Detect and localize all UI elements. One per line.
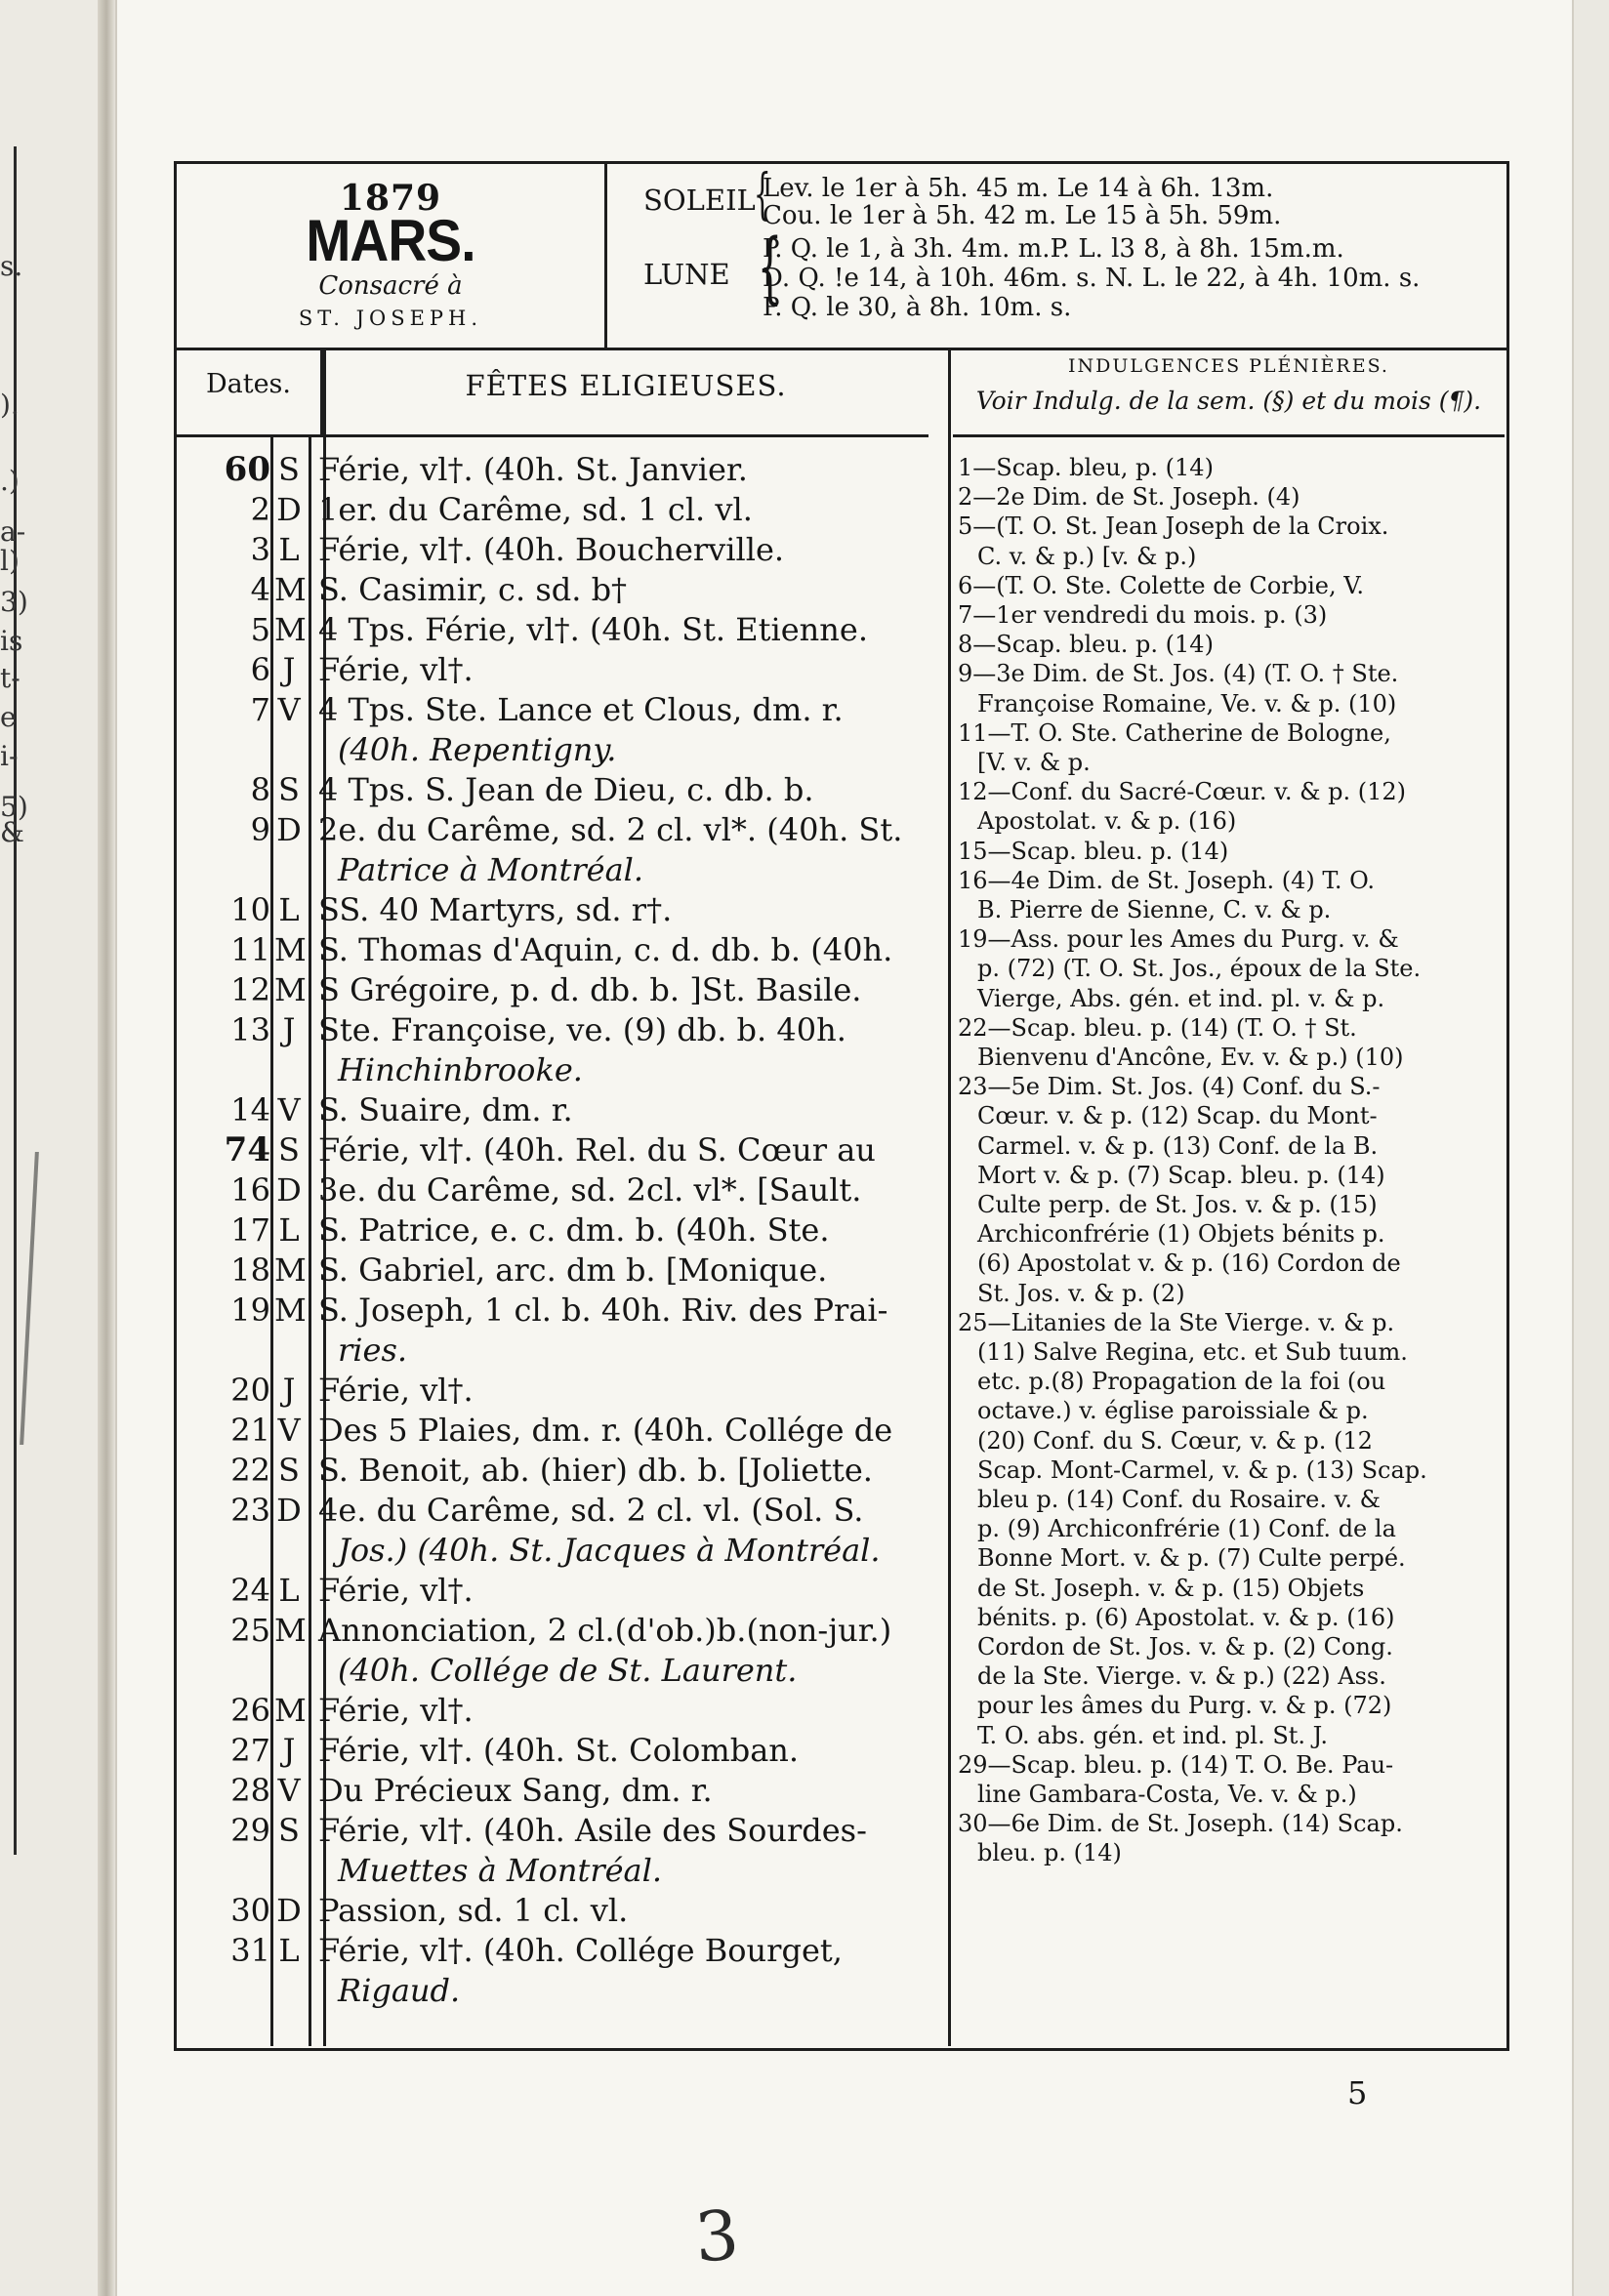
indulgences-column-header — [953, 348, 1505, 437]
feast-text: Du Précieux Sang, dm. r. — [318, 1772, 713, 1809]
feast-text: Férie, vl†. (40h. Asile des Sourdes- — [318, 1812, 867, 1849]
day-row — [177, 1291, 938, 1330]
soleil-line: Lev. le 1er à 5h. 45 m. Le 14 à 6h. 13m. — [763, 174, 1274, 203]
left-page-fragment-text: a- — [0, 515, 26, 548]
day-number: 18 — [230, 1251, 270, 1289]
indulgence-line: 25—Litanies de la Ste Vierge. v. & p. — [958, 1308, 1395, 1336]
feast-text: 4 Tps. Ste. Lance et Clous, dm. r. — [318, 691, 844, 728]
day-row — [177, 450, 938, 489]
indulgence-line: line Gambara-Costa, Ve. v. & p.) — [977, 1781, 1357, 1808]
indulgence-line: 7—1er vendredi du mois. p. (3) — [958, 601, 1328, 629]
indulgence-line: Apostolat. v. & p. (16) — [977, 807, 1237, 836]
weekday-letter: M — [274, 1292, 307, 1329]
lune-line: P. Q. le 30, à 8h. 10m. s. — [763, 293, 1072, 322]
feast-text: S. Benoit, ab. (hier) db. b. [Joliette. — [318, 1452, 873, 1489]
day-row — [177, 1891, 938, 1930]
day-row — [177, 690, 938, 729]
weekday-letter: J — [282, 1372, 296, 1409]
feast-continuation: Patrice à Montréal. — [338, 851, 644, 888]
weekday-letter: V — [277, 1412, 301, 1449]
feast-text: Férie, vl†. — [318, 1372, 474, 1409]
indulgence-line: Scap. Mont-Carmel, v. & p. (13) Scap. — [977, 1456, 1427, 1484]
day-number: 28 — [230, 1772, 270, 1809]
indulgences-title: INDULGENCES PLÉNIÈRES. — [1068, 355, 1389, 377]
indulgence-line: bénits. p. (6) Apostolat. v. & p. (16) — [977, 1603, 1395, 1631]
left-page-fragment-text: & — [0, 816, 24, 848]
indulgence-line: 9—3e Dim. de St. Jos. (4) (T. O. † Ste. — [958, 660, 1399, 688]
feast-continuation: (40h. Collége de St. Laurent. — [338, 1652, 798, 1689]
indulgence-line: 6—(T. O. Ste. Colette de Corbie, V. — [958, 571, 1365, 599]
indulgence-line: 19—Ass. pour les Ames du Purg. v. & — [958, 925, 1399, 954]
feast-continuation: Rigaud. — [338, 1972, 461, 2009]
indulgence-line: 29—Scap. bleu. p. (14) T. O. Be. Pau- — [958, 1750, 1394, 1779]
indulgence-line: (6) Apostolat v. & p. (16) Cordon de — [977, 1250, 1401, 1278]
indulgence-line: 1—Scap. bleu, p. (14) — [958, 454, 1214, 481]
day-number: 9 — [250, 811, 270, 848]
weekday-letter: L — [278, 1211, 300, 1249]
day-number: 29 — [230, 1812, 270, 1849]
indulgence-line: bleu. p. (14) — [977, 1839, 1122, 1867]
day-row — [177, 1451, 938, 1490]
feast-continuation: (40h. Repentigny. — [338, 731, 617, 768]
indulgence-line: 8—Scap. bleu. p. (14) — [958, 631, 1214, 659]
indulgence-line: Cœur. v. & p. (12) Scap. du Mont- — [977, 1102, 1378, 1130]
indulgence-line: Cordon de St. Jos. v. & p. (2) Cong. — [977, 1633, 1393, 1660]
feast-text: S. Suaire, dm. r. — [318, 1091, 573, 1128]
feast-text: SS. 40 Martyrs, sd. r†. — [318, 891, 673, 928]
weekday-letter: J — [282, 651, 296, 688]
day-row — [177, 970, 938, 1009]
weekday-letter: M — [274, 931, 307, 968]
left-page-fragment-text: e — [0, 701, 17, 733]
indulgence-line: Carmel. v. & p. (13) Conf. de la B. — [977, 1131, 1379, 1160]
weekday-letter: S — [278, 1812, 300, 1849]
indulgences-header-rule — [953, 434, 1505, 437]
left-page-fragment-text: is — [0, 625, 23, 657]
day-number: 22 — [230, 1452, 270, 1489]
left-page-fragment-text: t- — [0, 662, 21, 694]
indulgence-line: octave.) v. église paroissiale & p. — [977, 1397, 1369, 1425]
indulgence-line: 2—2e Dim. de St. Joseph. (4) — [958, 483, 1300, 512]
day-row — [177, 770, 938, 809]
day-number: 25 — [230, 1612, 270, 1649]
feast-text: Férie, vl†. (40h. Boucherville. — [318, 531, 785, 568]
indulgence-line: (11) Salve Regina, etc. et Sub tuum. — [977, 1338, 1408, 1366]
indulgence-line: 30—6e Dim. de St. Joseph. (14) Scap. — [958, 1810, 1403, 1838]
indulgence-line: T. O. abs. gén. et ind. pl. St. J. — [977, 1721, 1329, 1749]
left-page-fragment-text: 5) — [0, 791, 28, 823]
indulgence-line: Culte perp. de St. Jos. v. & p. (15) — [977, 1191, 1378, 1218]
day-number: 2 — [250, 491, 270, 528]
right-page-edge — [1572, 0, 1609, 2296]
day-number: 5 — [250, 611, 270, 648]
feast-text: Férie, vl†. (40h. St. Colomban. — [318, 1732, 800, 1769]
feast-text: 4e. du Carême, sd. 2 cl. vl. (Sol. S. — [318, 1492, 864, 1529]
feast-continuation: Muettes à Montréal. — [338, 1852, 663, 1889]
indulgence-line: C. v. & p.) [v. & p.) — [977, 542, 1197, 570]
dates-column-header: Dates. — [177, 348, 323, 437]
feast-text: Ste. Françoise, ve. (9) db. b. 40h. — [318, 1011, 846, 1048]
day-number: 60 — [224, 450, 270, 489]
indulgence-line: Archiconfrérie (1) Objets bénits p. — [977, 1220, 1385, 1249]
indulgence-line: 12—Conf. du Sacré-Cœur. v. & p. (12) — [958, 778, 1407, 806]
feast-text: 4 Tps. S. Jean de Dieu, c. db. b. — [318, 771, 814, 808]
indulgence-line: 23—5e Dim. St. Jos. (4) Conf. du S.- — [958, 1073, 1381, 1101]
left-page-fragment-text: l) — [0, 545, 20, 577]
weekday-letter: J — [282, 1732, 296, 1769]
month-label: MARS. — [306, 208, 475, 273]
weekday-letter: J — [282, 1011, 296, 1048]
weekday-letter: V — [277, 691, 301, 728]
indulgence-line: 11—T. O. Ste. Catherine de Bologne, — [958, 718, 1391, 747]
day-row — [177, 1170, 938, 1210]
day-row — [177, 810, 938, 849]
indulgence-line: Bienvenu d'Ancône, Ev. v. & p.) (10) — [977, 1044, 1404, 1071]
weekday-letter: M — [274, 971, 307, 1008]
fetes-column-header: FÊTES ELIGIEUSES. — [323, 348, 928, 437]
day-number: 21 — [230, 1412, 270, 1449]
weekday-letter: D — [276, 811, 302, 848]
day-number: 24 — [230, 1572, 270, 1609]
day-row — [177, 530, 938, 569]
feast-text: Férie, vl†. — [318, 1692, 474, 1729]
indulgence-line: B. Pierre de Sienne, C. v. & p. — [977, 896, 1332, 923]
weekday-letter: L — [278, 1932, 300, 1969]
left-page-fragment-text: s. — [0, 250, 23, 282]
indulgence-line: [V. v. & p. — [977, 749, 1091, 776]
day-row — [177, 1691, 938, 1730]
indulgence-line: Françoise Romaine, Ve. v. & p. (10) — [977, 689, 1397, 718]
weekday-letter: S — [278, 1452, 300, 1489]
feast-text: 4 Tps. Férie, vl†. (40h. St. Etienne. — [318, 611, 868, 648]
indulgence-line: pour les âmes du Purg. v. & p. (72) — [977, 1692, 1392, 1720]
day-number: 10 — [230, 891, 270, 928]
soleil-label: SOLEIL — [643, 184, 756, 217]
indulgence-line: p. (72) (T. O. St. Jos., époux de la Ste. — [977, 955, 1422, 983]
left-page-fragment-text: .) — [0, 465, 20, 497]
weekday-letter: L — [278, 891, 300, 928]
feast-text: S Grégoire, p. d. db. b. ]St. Basile. — [318, 971, 862, 1008]
day-number: 8 — [250, 771, 270, 808]
weekday-letter: D — [276, 1892, 302, 1929]
left-page-fragment-text: 3) — [0, 586, 28, 618]
day-row — [177, 610, 938, 649]
day-number: 11 — [230, 931, 270, 968]
indulgence-line: Bonne Mort. v. & p. (7) Culte perpé. — [977, 1544, 1406, 1573]
day-number: 4 — [250, 571, 270, 608]
indulgence-line: bleu p. (14) Conf. du Rosaire. v. & — [977, 1486, 1381, 1513]
consacre-label: Consacré à — [318, 271, 463, 301]
day-number: 17 — [230, 1211, 270, 1249]
soleil-line: Cou. le 1er à 5h. 42 m. Le 15 à 5h. 59m. — [763, 201, 1282, 230]
day-number: 26 — [230, 1692, 270, 1729]
weekday-letter: V — [277, 1091, 301, 1128]
book-spine — [98, 0, 115, 2296]
day-row — [177, 1371, 938, 1410]
feast-text: Férie, vl†. (40h. St. Janvier. — [318, 451, 748, 488]
calendar-header — [177, 164, 1506, 350]
day-row — [177, 1411, 938, 1450]
day-number: 27 — [230, 1732, 270, 1769]
indulgence-line: Mort v. & p. (7) Scap. bleu. p. (14) — [977, 1161, 1385, 1189]
indulgence-line: 22—Scap. bleu. p. (14) (T. O. † St. — [958, 1013, 1357, 1042]
day-number: 74 — [224, 1130, 270, 1169]
day-row — [177, 1491, 938, 1530]
day-row — [177, 890, 938, 929]
column-rule — [948, 348, 951, 2046]
indulgence-line: de la Ste. Vierge. v. & p.) (22) Ass. — [977, 1662, 1386, 1691]
feast-text: S. Thomas d'Aquin, c. d. db. b. (40h. — [318, 931, 893, 968]
feast-text: Férie, vl†. — [318, 1572, 474, 1609]
day-row — [177, 1090, 938, 1129]
weekday-letter: M — [274, 1251, 307, 1289]
feast-text: S. Patrice, e. c. dm. b. (40h. Ste. — [318, 1211, 830, 1249]
left-page-fragment-text: ). — [0, 389, 20, 421]
indulgence-line: St. Jos. v. & p. (2) — [977, 1279, 1185, 1307]
day-row — [177, 1210, 938, 1250]
weekday-letter: D — [276, 1171, 302, 1209]
day-row — [177, 650, 938, 689]
weekday-letter: M — [274, 1692, 307, 1729]
weekday-letter: L — [278, 531, 300, 568]
year-label: 1879 — [339, 178, 442, 219]
day-row — [177, 1130, 938, 1169]
weekday-letter: D — [276, 1492, 302, 1529]
day-row — [177, 1811, 938, 1850]
weekday-letter: M — [274, 1612, 307, 1649]
indulgence-line: 5—(T. O. St. Jean Joseph de la Croix. — [958, 512, 1389, 541]
feast-text: Passion, sd. 1 cl. vl. — [318, 1892, 629, 1929]
day-row — [177, 930, 938, 969]
day-number: 23 — [230, 1492, 270, 1529]
day-row — [177, 490, 938, 529]
day-row — [177, 1571, 938, 1610]
day-number: 14 — [230, 1091, 270, 1128]
feast-text: Annonciation, 2 cl.(d'ob.)b.(non-jur.) — [318, 1612, 892, 1649]
month-title-cell — [177, 164, 607, 348]
soleil-brace: { — [753, 163, 771, 226]
day-row — [177, 570, 938, 609]
day-row — [177, 1010, 938, 1049]
lune-label: LUNE — [643, 258, 730, 291]
feast-continuation: ries. — [338, 1332, 408, 1369]
indulgence-line: etc. p.(8) Propagation de la foi (ou — [977, 1368, 1386, 1396]
indulgence-line: 16—4e Dim. de St. Joseph. (4) T. O. — [958, 866, 1376, 894]
day-row — [177, 1931, 938, 1970]
feast-text: Des 5 Plaies, dm. r. (40h. Collége de — [318, 1412, 893, 1449]
indulgence-line: de St. Joseph. v. & p. (15) Objets — [977, 1574, 1365, 1602]
indulgence-line: 15—Scap. bleu. p. (14) — [958, 837, 1229, 865]
feast-text: 2e. du Carême, sd. 2 cl. vl*. (40h. St. — [318, 811, 903, 848]
day-row — [177, 1250, 938, 1290]
lune-brace: { — [757, 222, 783, 312]
feast-continuation: Hinchinbrooke. — [338, 1051, 583, 1088]
weekday-letter: V — [277, 1772, 301, 1809]
day-number: 6 — [250, 651, 270, 688]
feast-text: Férie, vl†. — [318, 651, 474, 688]
lune-line: P. Q. le 1, à 3h. 4m. m.P. L. l3 8, à 8h. 15m.m. — [763, 234, 1344, 264]
day-number: 12 — [230, 971, 270, 1008]
day-number: 19 — [230, 1292, 270, 1329]
indulgence-line: p. (9) Archiconfrérie (1) Conf. de la — [977, 1515, 1396, 1543]
weekday-letter: S — [278, 771, 300, 808]
weekday-letter: D — [276, 491, 302, 528]
day-number: 31 — [230, 1932, 270, 1969]
indulgences-subtitle: Voir Indulg. de la sem. (§) et du mois (¶). — [975, 387, 1482, 415]
day-number: 7 — [250, 691, 270, 728]
day-number: 20 — [230, 1372, 270, 1409]
weekday-letter: M — [274, 611, 307, 648]
feast-text: Férie, vl†. (40h. Collége Bourget, — [318, 1932, 843, 1969]
saint-label: ST. JOSEPH. — [298, 307, 483, 330]
feast-text: 1er. du Carême, sd. 1 cl. vl. — [318, 491, 753, 528]
day-number: 3 — [250, 531, 270, 568]
indulgence-line: (20) Conf. du S. Cœur, v. & p. (12 — [977, 1426, 1373, 1455]
day-row — [177, 1731, 938, 1770]
day-row — [177, 1611, 938, 1650]
day-number: 13 — [230, 1011, 270, 1048]
feast-text: S. Joseph, 1 cl. b. 40h. Riv. des Prai- — [318, 1292, 888, 1329]
day-number: 16 — [230, 1171, 270, 1209]
day-row — [177, 1771, 938, 1810]
feast-text: 3e. du Carême, sd. 2cl. vl*. [Sault. — [318, 1171, 862, 1209]
feast-text: S. Casimir, c. sd. b† — [318, 571, 628, 608]
page-number: 5 — [1347, 2074, 1368, 2112]
weekday-letter: S — [278, 1131, 300, 1168]
feast-text: S. Gabriel, arc. dm b. [Monique. — [318, 1251, 828, 1289]
feast-text: Férie, vl†. (40h. Rel. du S. Cœur au — [318, 1131, 876, 1168]
calendar-table — [174, 161, 1509, 2051]
indulgence-line: Vierge, Abs. gén. et ind. pl. v. & p. — [977, 984, 1385, 1012]
lune-line: D. Q. !e 14, à 10h. 46m. s. N. L. le 22, à 4h. 10m. s. — [763, 264, 1421, 293]
feast-continuation: Jos.) (40h. St. Jacques à Montréal. — [338, 1532, 881, 1569]
left-page-fragment-text: i- — [0, 740, 19, 772]
weekday-letter: M — [274, 571, 307, 608]
weekday-letter: L — [278, 1572, 300, 1609]
day-number: 30 — [230, 1892, 270, 1929]
handwritten-mark: 3 — [692, 2194, 742, 2278]
weekday-letter: S — [278, 451, 300, 488]
